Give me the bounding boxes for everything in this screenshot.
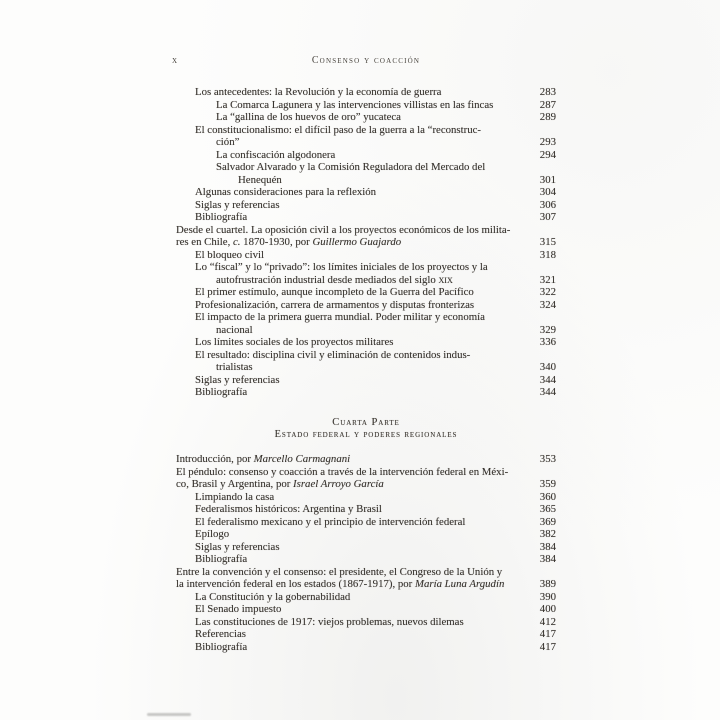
toc-entry-page-number: 315 xyxy=(539,236,556,248)
toc-entry-text: El resultado: disciplina civil y eliminación de contenidos indus- xyxy=(195,348,471,361)
toc-entry-line xyxy=(176,186,556,199)
toc-entry-text: Epílogo xyxy=(195,528,230,540)
toc-entry-text: Siglas y referencias xyxy=(195,373,280,386)
toc-entry-line xyxy=(176,211,556,224)
toc-entry-page-number: 289 xyxy=(539,111,556,123)
toc-entry-text: El péndulo: consenso y coacción a través de la intervención federal en Méxi- xyxy=(176,465,509,478)
toc-entry-line xyxy=(176,491,556,504)
toc-entry-line xyxy=(176,374,556,387)
toc-entry-line xyxy=(176,236,556,249)
toc-entry-text: Los límites sociales de los proyectos militares xyxy=(195,336,394,348)
toc-entry-text: Desde el cuartel. La oposición civil a los proyectos económicos de los milita- xyxy=(176,223,511,236)
toc-entry-page-number: 293 xyxy=(539,136,556,148)
toc-entry-line xyxy=(176,174,556,187)
toc-entry-line xyxy=(176,386,556,399)
toc-entry-page-number: 287 xyxy=(539,98,556,111)
toc-entry-text: Introducción, por Marcello Carmagnani xyxy=(176,453,351,465)
toc-entry-text: Federalismos históricos: Argentina y Brasil xyxy=(195,503,382,515)
toc-entry-page-number: 365 xyxy=(539,503,556,515)
toc-entry-text: Entre la convención y el consenso: el presidente, el Congreso de la Unión y xyxy=(176,565,503,578)
toc-entry-text: El constitucionalismo: el difícil paso de la guerra a la “reconstruc- xyxy=(195,123,482,136)
page-header xyxy=(172,55,556,69)
toc-entry-text: autofrustración industrial desde mediados del siglo xix xyxy=(216,273,453,286)
toc-entry-text: El bloqueo civil xyxy=(195,248,264,261)
toc-entry-text: El Senado impuesto xyxy=(195,603,282,615)
toc-entry-line xyxy=(176,349,556,362)
toc-entry-line xyxy=(176,324,556,337)
toc-entry-line xyxy=(176,616,556,629)
toc-entry-page-number: 389 xyxy=(539,578,556,590)
toc-entry-text: Salvador Alvarado y la Comisión Reguladora del Mercado del xyxy=(216,161,486,173)
folio-page-number: x xyxy=(172,55,178,66)
toc-entry-line xyxy=(176,149,556,162)
toc-entry-page-number: 369 xyxy=(539,515,556,528)
toc-entry-text: La “gallina de los huevos de oro” yucateca xyxy=(216,111,401,123)
toc-entry-line xyxy=(176,578,556,591)
toc-entry-line xyxy=(176,224,556,237)
toc-entry-text: Bibliografía xyxy=(195,211,248,223)
toc-entry-text: Bibliografía xyxy=(195,386,248,398)
toc-entry-text: la intervención federal en los estados (1867-1917), por María Luna Argudín xyxy=(176,578,505,590)
toc-entry-text: trialistas xyxy=(216,361,253,373)
toc-part2-entries xyxy=(176,453,556,653)
toc-entry-line xyxy=(176,299,556,312)
part-heading-title: Cuarta Parte xyxy=(332,416,400,428)
toc-entry-page-number: 283 xyxy=(539,86,556,98)
toc-entry-line xyxy=(176,99,556,112)
toc-entry-line xyxy=(176,249,556,262)
scan-artifact-smudge xyxy=(147,713,191,716)
toc-entry-text: Bibliografía xyxy=(195,553,248,565)
toc-entry-line xyxy=(176,528,556,541)
toc-entry-page-number: 301 xyxy=(539,173,556,186)
part-heading-subtitle: Estado federal y poderes regionales xyxy=(274,428,458,440)
toc-entry-text: El primer estímulo, aunque incompleto de la Guerra del Pacífico xyxy=(195,286,474,298)
toc-entry-text: La Constitución y la gobernabilidad xyxy=(195,590,351,603)
toc-entry-page-number: 344 xyxy=(539,386,556,398)
toc-entry-page-number: 318 xyxy=(539,248,556,261)
toc-entry-line xyxy=(176,541,556,554)
toc-entry-text: Limpiando la casa xyxy=(195,490,275,503)
toc-entry-line xyxy=(176,199,556,212)
toc-entry-page-number: 384 xyxy=(539,553,556,565)
toc-entry-page-number: 359 xyxy=(539,478,556,490)
toc-entry-text: Referencias xyxy=(195,628,246,640)
toc-entry-page-number: 321 xyxy=(539,273,556,286)
toc-entry-line xyxy=(176,286,556,299)
toc-entry-text: Siglas y referencias xyxy=(195,198,280,211)
table-of-contents xyxy=(176,86,556,653)
toc-entry-text: Los antecedentes: la Revolución y la economía de guerra xyxy=(195,86,442,98)
toc-entry-line xyxy=(176,111,556,124)
running-header-title: Consenso y coacción xyxy=(311,55,421,66)
toc-entry-page-number: 340 xyxy=(539,361,556,373)
toc-entry-text: El impacto de la primera guerra mundial. Poder militar y economía xyxy=(195,311,485,323)
toc-entry-line xyxy=(176,566,556,579)
toc-entry-text: Algunas consideraciones para la reflexión xyxy=(195,186,377,198)
toc-entry-line xyxy=(176,311,556,324)
toc-entry-line xyxy=(176,124,556,137)
toc-entry-text: Profesionalización, carrera de armamentos y disputas fronterizas xyxy=(195,298,475,311)
toc-entry-line xyxy=(176,641,556,654)
toc-entry-text: nacional xyxy=(216,323,253,336)
toc-entry-line xyxy=(176,466,556,479)
toc-entry-line xyxy=(176,274,556,287)
toc-entry-page-number: 322 xyxy=(539,286,556,298)
toc-entry-line xyxy=(176,453,556,466)
toc-entry-page-number: 307 xyxy=(539,211,556,223)
toc-entry-line xyxy=(176,261,556,274)
toc-entry-line xyxy=(176,336,556,349)
toc-entry-line xyxy=(176,136,556,149)
toc-entry-line xyxy=(176,478,556,491)
toc-entry-line xyxy=(176,591,556,604)
toc-entry-page-number: 353 xyxy=(539,453,556,465)
toc-entry-page-number: 400 xyxy=(539,603,556,615)
toc-entry-page-number: 412 xyxy=(539,615,556,628)
toc-entry-text: ción” xyxy=(216,136,240,148)
toc-entry-line xyxy=(176,603,556,616)
toc-entry-line xyxy=(176,553,556,566)
toc-entry-line xyxy=(176,86,556,99)
toc-entry-line xyxy=(176,516,556,529)
toc-entry-text: Siglas y referencias xyxy=(195,540,280,553)
toc-entry-page-number: 306 xyxy=(539,198,556,211)
toc-entry-page-number: 360 xyxy=(539,490,556,503)
toc-entry-text: La Comarca Lagunera y las intervenciones villistas en las fincas xyxy=(216,98,494,111)
toc-entry-text: res en Chile, c. 1870-1930, por Guillermo Guajardo xyxy=(176,236,402,248)
toc-part1-entries xyxy=(176,86,556,399)
toc-entry-text: Lo “fiscal” y lo “privado”: los límites iniciales de los proyectos y la xyxy=(195,261,488,273)
toc-entry-page-number: 344 xyxy=(539,373,556,386)
toc-entry-text: Bibliografía xyxy=(195,640,248,653)
toc-entry-page-number: 324 xyxy=(539,298,556,311)
toc-entry-line xyxy=(176,503,556,516)
toc-entry-text: Las constituciones de 1917: viejos problemas, nuevos dilemas xyxy=(195,615,464,628)
toc-entry-page-number: 294 xyxy=(539,148,556,161)
toc-entry-line xyxy=(176,361,556,374)
toc-entry-page-number: 336 xyxy=(539,336,556,348)
toc-entry-line xyxy=(176,161,556,174)
toc-entry-page-number: 382 xyxy=(539,528,556,540)
toc-entry-text: El federalismo mexicano y el principio de intervención federal xyxy=(195,515,466,528)
toc-entry-page-number: 329 xyxy=(539,323,556,336)
toc-entry-page-number: 390 xyxy=(539,590,556,603)
toc-entry-text: co, Brasil y Argentina, por Israel Arroyo García xyxy=(176,478,384,490)
toc-entry-line xyxy=(176,628,556,641)
toc-entry-page-number: 384 xyxy=(539,540,556,553)
toc-entry-text: La confiscación algodonera xyxy=(216,148,336,161)
toc-entry-page-number: 417 xyxy=(539,640,556,653)
toc-entry-text: Henequén xyxy=(238,173,282,186)
toc-entry-page-number: 304 xyxy=(539,186,556,198)
part-heading xyxy=(176,417,556,441)
toc-entry-page-number: 417 xyxy=(539,628,556,640)
